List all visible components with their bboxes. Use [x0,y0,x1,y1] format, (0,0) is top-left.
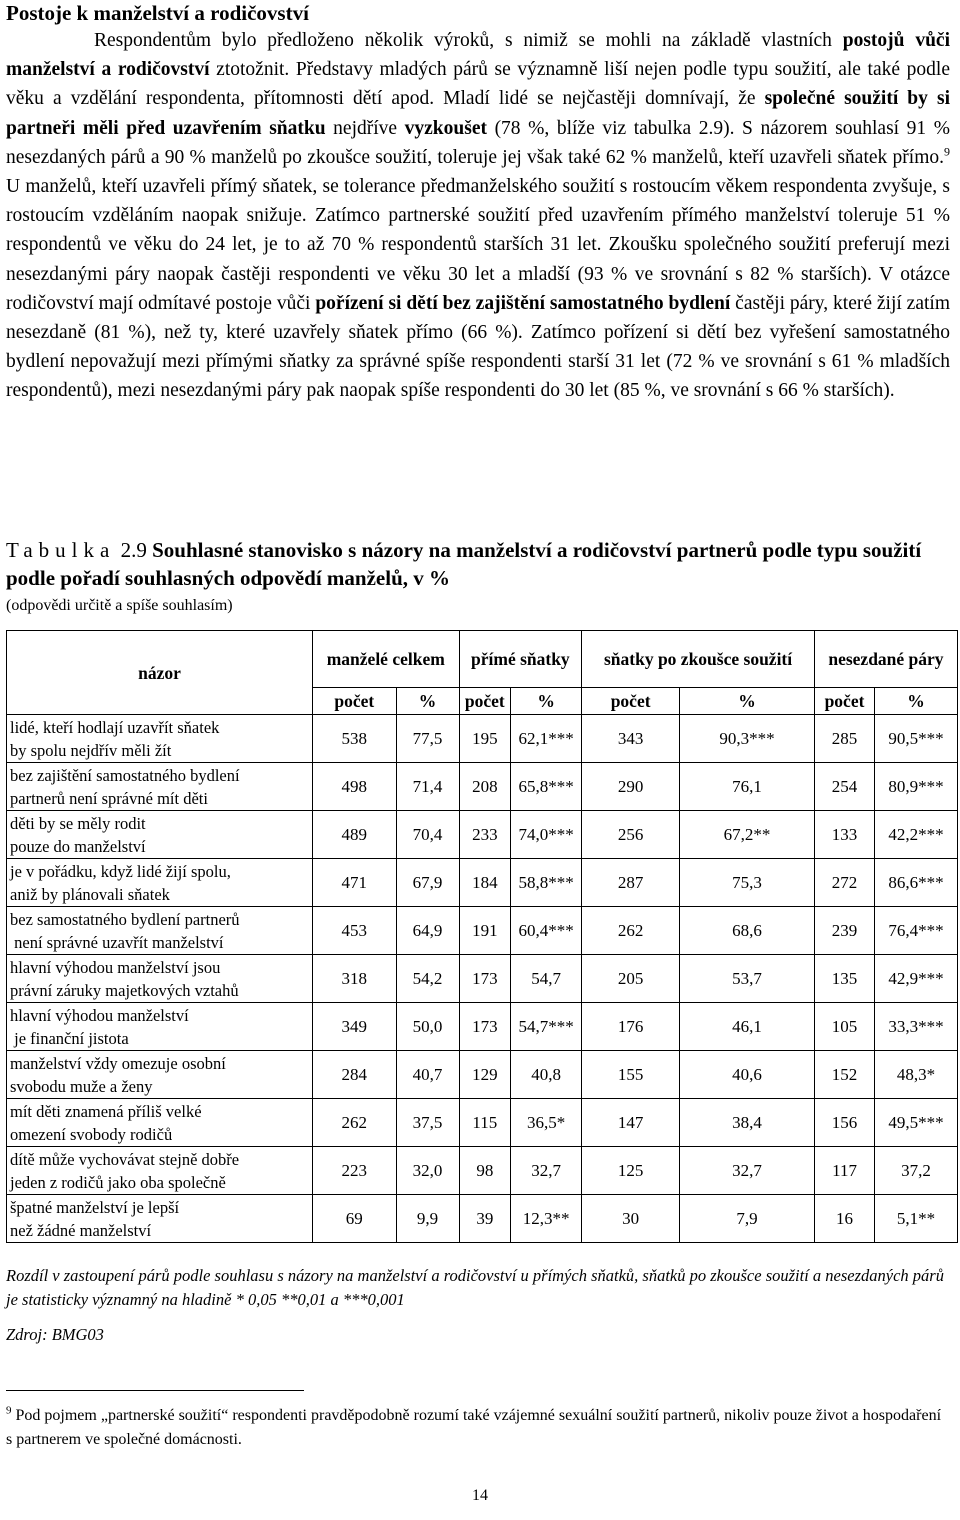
paragraph-text: U manželů, kteří uzavřeli přímý sňatek, se tolerance předmanželského soužití s rostoucím věkem respondenta zvyšuje, s rostoucím vzděláním naopak snižuje. Zatímco partnerské soužití před uzavřením přímého manželství toleruje 51 % respondentů ve věku do 24 let, je to až 70 % respondentů starších 31 let. Zkoušku společného soužití preferují mezi nesezdanými páry naopak častěji respondenti ve věku 30 let a mladší (93 % ve srovnání s 82 % starších). V otázce rodičovství mají odmítavé postoje vůči [6,176,950,314]
table-body [7,715,958,1243]
percent-cell: 40,6 [680,1051,815,1099]
percent-cell: 70,4 [396,811,459,859]
table-row [7,1195,958,1243]
percent-cell: 64,9 [396,907,459,955]
table-row [7,763,958,811]
count-cell: 471 [313,859,397,907]
percent-cell: 77,5 [396,715,459,763]
table-caption-title: Souhlasné stanovisko s názory na manželství a rodičovství partnerů podle typu soužití podle pořadí souhlasných odpovědí manželů, v % [6,538,922,590]
percent-cell: 9,9 [396,1195,459,1243]
percent-cell: 12,3** [511,1195,582,1243]
percent-cell: 37,2 [875,1147,958,1195]
subheader-cell: počet [582,688,680,715]
percent-cell: 65,8*** [511,763,582,811]
row-label [7,811,313,859]
paragraph-text: (78 %, blíže viz tabulka 2.9). S názorem souhlasí 91 % nesezdaných párů a 90 % manželů po zkoušce soužití, toleruje jej však také 62 % manželů, kteří uzavřeli sňatek přímo. [6,117,951,168]
count-cell: 30 [582,1195,680,1243]
count-cell: 285 [814,715,874,763]
count-cell: 184 [459,859,511,907]
count-cell: 262 [582,907,680,955]
footnote-divider [6,1390,304,1391]
row-label-line: děti by se měly rodit [10,813,146,833]
subheader-cell: počet [459,688,511,715]
count-cell: 256 [582,811,680,859]
percent-cell: 42,9*** [875,955,958,1003]
table-row [7,1099,958,1147]
count-cell: 105 [814,1003,874,1051]
count-cell: 147 [582,1099,680,1147]
count-cell: 233 [459,811,511,859]
table-subtitle: (odpovědi určitě a spíše souhlasím) [6,597,233,614]
percent-cell: 32,0 [396,1147,459,1195]
percent-cell: 68,6 [680,907,815,955]
opinion-column-header: názor [7,631,313,715]
count-cell: 239 [814,907,874,955]
count-cell: 343 [582,715,680,763]
count-cell: 262 [313,1099,397,1147]
count-cell: 205 [582,955,680,1003]
footnote-number: 9 [6,1404,12,1417]
percent-cell: 33,3*** [875,1003,958,1051]
percent-cell: 40,8 [511,1051,582,1099]
row-label-line: než žádné manželství [10,1220,152,1240]
row-label-line: lidé, kteří hodlají uzavřít sňatek [10,717,220,737]
paragraph-bold-text: postojů vůči manželství a rodičovství [6,30,950,81]
percent-cell: 75,3 [680,859,815,907]
count-cell: 115 [459,1099,511,1147]
subheader-cell: počet [814,688,874,715]
footnote-reference: 9 [944,144,950,159]
table-row [7,859,958,907]
table-row [7,811,958,859]
paragraph-text: ztotožnit. Představy mladých párů se významně liší nejen podle typu soužití, ale také podle věku a vzdělání respondenta, přítomnosti dětí apod. Mladí lidé se nejčastěji domnívají, že [6,59,950,110]
group-header: přímé sňatky [459,631,582,688]
footnote [6,1404,950,1452]
row-label [7,1195,313,1243]
count-cell: 176 [582,1003,680,1051]
count-cell: 349 [313,1003,397,1051]
percent-cell: 53,7 [680,955,815,1003]
row-label-line: svobodu muže a ženy [10,1076,153,1096]
count-cell: 69 [313,1195,397,1243]
table-caption [6,536,950,592]
table-row [7,1147,958,1195]
count-cell: 284 [313,1051,397,1099]
row-label-line: špatné manželství je lepší [10,1197,180,1217]
count-cell: 129 [459,1051,511,1099]
percent-cell: 37,5 [396,1099,459,1147]
table-row [7,955,958,1003]
percent-cell: 49,5*** [875,1099,958,1147]
row-label-line: bez samostatného bydlení partnerů [10,909,240,929]
count-cell: 498 [313,763,397,811]
row-label-line: není správné uzavřít manželství [10,932,224,952]
table-caption-number: 2.9 [115,538,153,562]
count-cell: 152 [814,1051,874,1099]
row-label-line: právní záruky majetkových vztahů [10,980,239,1000]
percent-cell: 54,7*** [511,1003,582,1051]
percent-cell: 32,7 [680,1147,815,1195]
data-table [6,630,958,1243]
group-header: nesezdané páry [814,631,957,688]
percent-cell: 7,9 [680,1195,815,1243]
count-cell: 173 [459,1003,511,1051]
row-label-line: pouze do manželství [10,836,146,856]
table-row [7,1051,958,1099]
row-label [7,859,313,907]
table-caption-label: Tabulka [6,538,116,562]
group-header: manželé celkem [313,631,460,688]
row-label-line: hlavní výhodou manželství [10,1005,189,1025]
percent-cell: 48,3* [875,1051,958,1099]
percent-cell: 60,4*** [511,907,582,955]
percent-cell: 74,0*** [511,811,582,859]
footnote-text: Pod pojmem „partnerské soužití“ respondenti pravděpodobně rozumí také vzájemné sexuální soužití partnerů, nikoliv pouze život a hospodaření s partnerem ve společné domácnosti. [6,1407,942,1448]
count-cell: 223 [313,1147,397,1195]
count-cell: 117 [814,1147,874,1195]
percent-cell: 76,1 [680,763,815,811]
paragraph-text: Respondentům bylo předloženo několik výroků, s nimiž se mohli na základě vlastních [94,30,843,51]
percent-cell: 71,4 [396,763,459,811]
count-cell: 135 [814,955,874,1003]
paragraph-text: častěji páry, které žijí zatím nesezdaně (81 %), než ty, které uzavřely sňatek přímo (66 %). Zatímco pořízení si dětí bez vyřešení samostatného bydlení nepovažují mezi přímými sňatky za správné spíše respondenti starší 31 let (72 % ve srovnání s 61 % mladších respondentů), mezi nesezdanými páry pak naopak spíše respondenti do 30 let (85 %, ve srovnání s 66 % starších). [6,292,950,402]
count-cell: 272 [814,859,874,907]
count-cell: 318 [313,955,397,1003]
row-label-line: manželství vždy omezuje osobní [10,1053,226,1073]
count-cell: 191 [459,907,511,955]
row-label-line: jeden z rodičů jako oba společně [10,1172,226,1192]
percent-cell: 50,0 [396,1003,459,1051]
count-cell: 39 [459,1195,511,1243]
count-cell: 16 [814,1195,874,1243]
count-cell: 489 [313,811,397,859]
source-note: Zdroj: BMG03 [6,1325,104,1344]
count-cell: 195 [459,715,511,763]
percent-cell: 38,4 [680,1099,815,1147]
percent-cell: 67,2** [680,811,815,859]
row-label [7,763,313,811]
percent-cell: 54,7 [511,955,582,1003]
row-label-line: omezení svobody rodičů [10,1124,173,1144]
percent-cell: 40,7 [396,1051,459,1099]
percent-cell: 76,4*** [875,907,958,955]
table-header-row [7,631,958,688]
count-cell: 290 [582,763,680,811]
row-label-line: mít děti znamená příliš velké [10,1101,202,1121]
group-header: sňatky po zkoušce soužití [582,631,815,688]
row-label-line: je finanční jistota [10,1028,129,1048]
row-label-line: dítě může vychovávat stejně dobře [10,1149,240,1169]
subheader-cell: % [680,688,815,715]
percent-cell: 90,5*** [875,715,958,763]
row-label [7,1147,313,1195]
table-row [7,1003,958,1051]
paragraph-bold-text: vyzkoušet [404,117,487,139]
percent-cell: 5,1** [875,1195,958,1243]
count-cell: 155 [582,1051,680,1099]
row-label-line: by spolu nejdřív měli žít [10,740,172,760]
table-row [7,907,958,955]
percent-cell: 62,1*** [511,715,582,763]
count-cell: 538 [313,715,397,763]
percent-cell: 32,7 [511,1147,582,1195]
count-cell: 287 [582,859,680,907]
row-label [7,907,313,955]
subheader-cell: % [511,688,582,715]
paragraph-text: nejdříve [325,117,405,139]
paragraph-bold-text: společné soužití by si partneři měli před uzavřením sňatku [6,88,950,139]
percent-cell: 42,2*** [875,811,958,859]
subheader-cell: % [875,688,958,715]
subheader-cell: počet [313,688,397,715]
row-label-line: hlavní výhodou manželství jsou [10,957,221,977]
percent-cell: 54,2 [396,955,459,1003]
count-cell: 98 [459,1147,511,1195]
significance-note: Rozdíl v zastoupení párů podle souhlasu s názory na manželství a rodičovství u přímých sňatků, sňatků po zkoušce soužití a nesezdaných párů je statisticky významný na hladině * 0,05 **0,01 a ***0,001 [6,1266,944,1309]
count-cell: 156 [814,1099,874,1147]
row-label [7,1099,313,1147]
row-label [7,1051,313,1099]
body-paragraph [6,26,950,406]
percent-cell: 80,9*** [875,763,958,811]
count-cell: 208 [459,763,511,811]
row-label [7,955,313,1003]
table-row [7,715,958,763]
count-cell: 173 [459,955,511,1003]
paragraph-bold-text: pořízení si dětí bez zajištění samostatného bydlení [315,292,731,314]
percent-cell: 58,8*** [511,859,582,907]
count-cell: 254 [814,763,874,811]
percent-cell: 46,1 [680,1003,815,1051]
row-label-line: aniž by plánovali sňatek [10,884,170,904]
percent-cell: 67,9 [396,859,459,907]
subheader-cell: % [396,688,459,715]
count-cell: 133 [814,811,874,859]
row-label-line: partnerů není správné mít děti [10,788,208,808]
percent-cell: 86,6*** [875,859,958,907]
percent-cell: 36,5* [511,1099,582,1147]
row-label-line: bez zajištění samostatného bydlení [10,765,240,785]
row-label [7,715,313,763]
count-cell: 453 [313,907,397,955]
row-label [7,1003,313,1051]
page-number: 14 [472,1487,488,1504]
section-title: Postoje k manželství a rodičovství [6,1,309,25]
percent-cell: 90,3*** [680,715,815,763]
row-label-line: je v pořádku, když lidé žijí spolu, [10,861,231,881]
count-cell: 125 [582,1147,680,1195]
